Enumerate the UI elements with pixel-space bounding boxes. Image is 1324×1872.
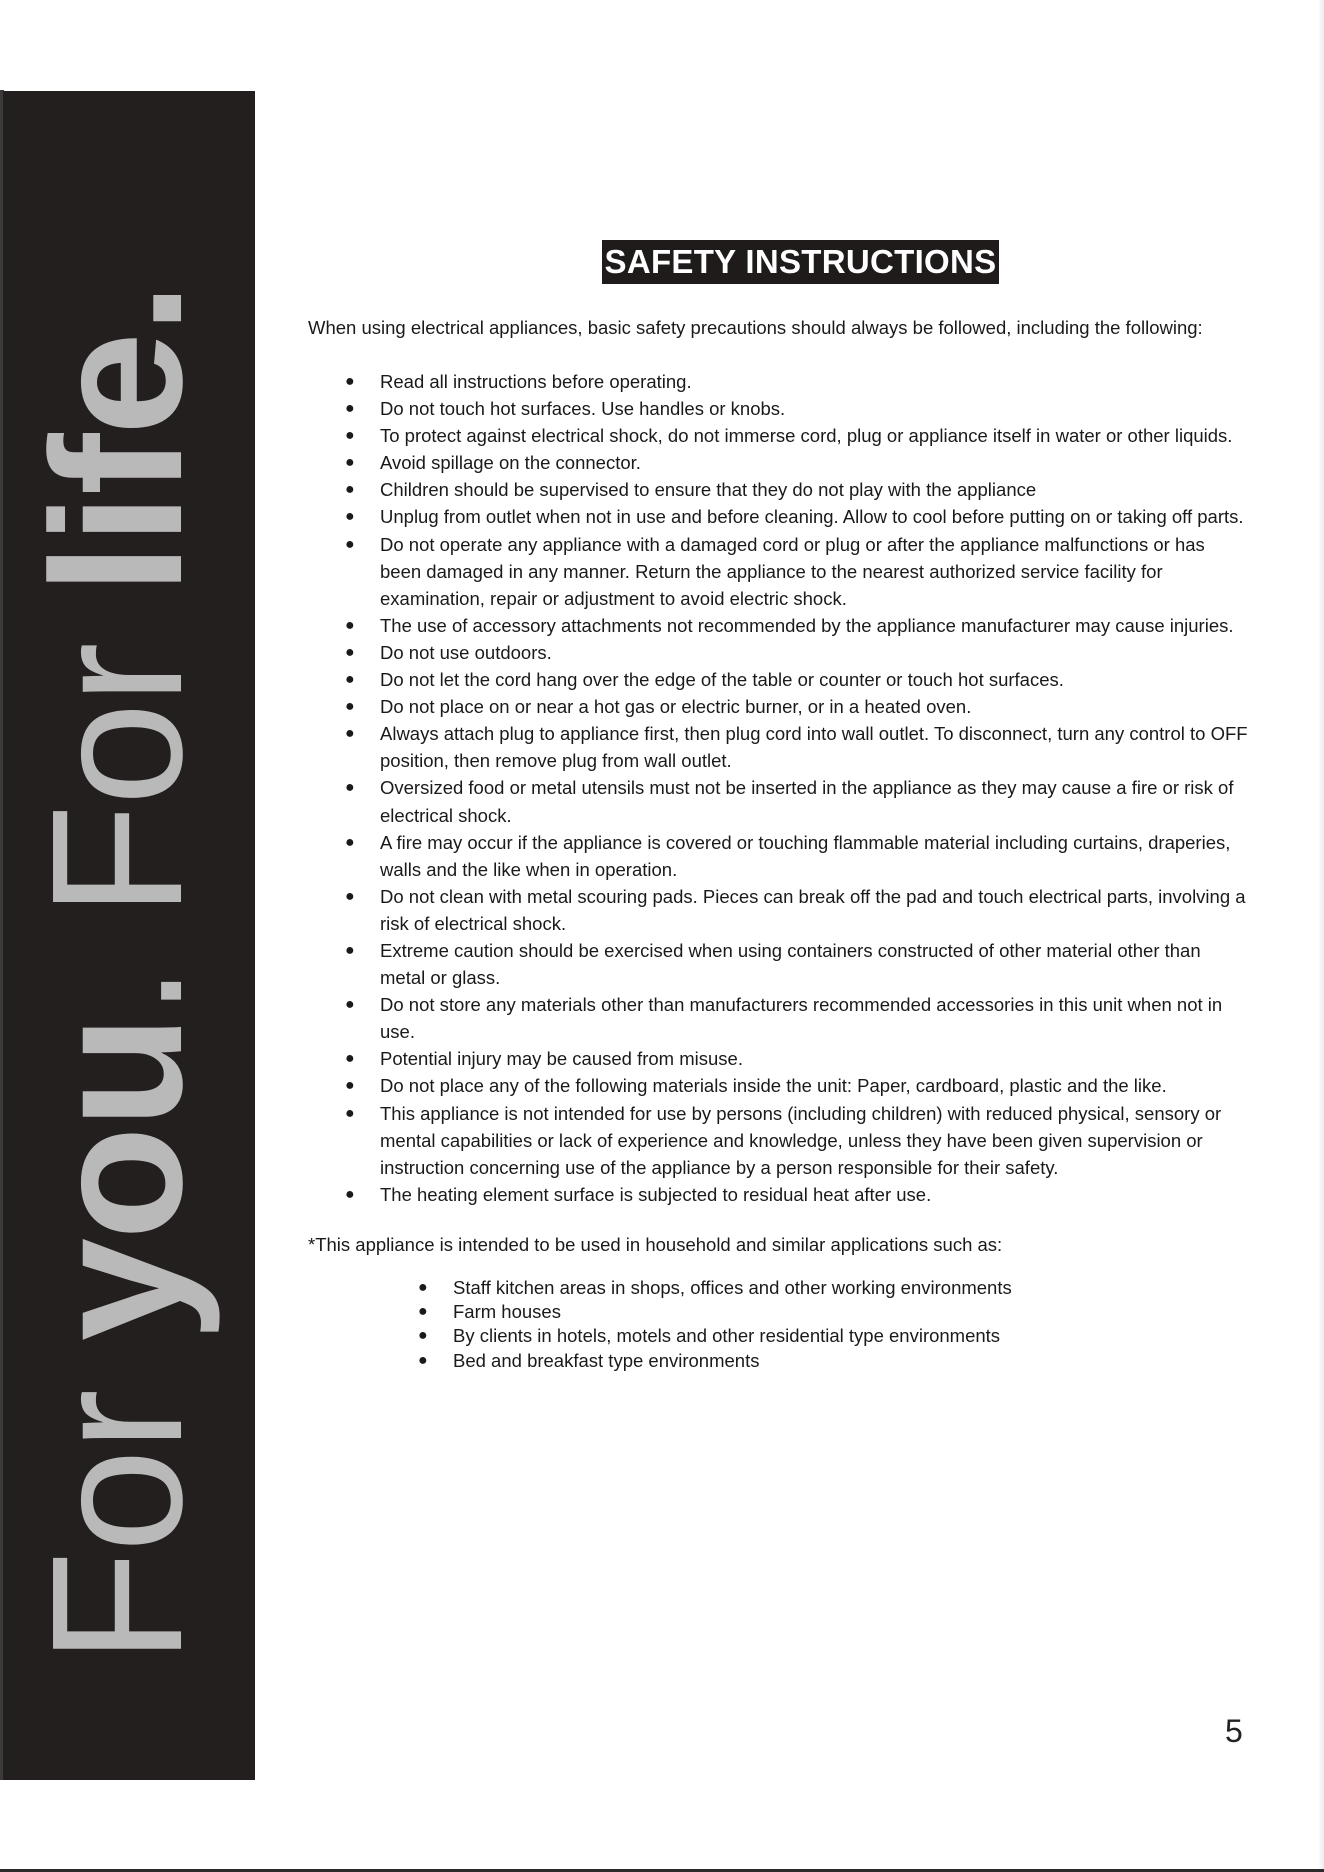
instruction-item [308,449,1248,476]
bullet-icon: ● [345,481,355,499]
page-right-edge [1318,0,1324,1872]
bullet-icon: ● [345,725,355,743]
tagline-you: you [14,1016,221,1342]
instruction-item-text: Do not place on or near a hot gas or electric burner, or in a heated oven. [380,696,972,718]
page-title: SAFETY INSTRUCTIONS [602,240,1000,284]
instruction-item-text: The use of accessory attachments not recommended by the appliance manufacturer may cause injuries. [380,614,1234,636]
instruction-item-text: This appliance is not intended for use by persons (including children) with reduced physical, sensory or mental capabilities or lack of experience and knowledge, unless they have been given supervision or instruction concerning use of the appliance by a person responsible for their safety. [380,1102,1222,1178]
application-item-text: Farm houses [453,1301,561,1323]
instruction-item-text: Potential injury may be caused from misuse. [380,1048,743,1070]
instruction-item [308,1181,1248,1208]
tagline-final-dot: . [14,284,221,334]
application-item-text: Staff kitchen areas in shops, offices and other working environments [453,1276,1012,1298]
title-wrapper [308,240,1293,284]
instruction-item [308,395,1248,422]
instruction-item-text: Unplug from outlet when not in use and before cleaning. Allow to cool before putting on or taking off parts. [380,506,1244,528]
bullet-icon: ● [345,833,355,851]
instruction-item [308,774,1248,828]
instruction-item [308,1072,1248,1099]
instruction-item [308,1100,1248,1181]
bullet-icon: ● [418,1303,428,1321]
bullet-icon: ● [345,941,355,959]
bullet-icon: ● [418,1278,428,1296]
bullet-icon: ● [345,616,355,634]
instruction-item-text: The heating element surface is subjected to residual heat after use. [380,1183,932,1205]
instruction-item-text: Read all instructions before operating. [380,371,692,392]
instruction-item-text: Do not touch hot surfaces. Use handles or knobs. [380,398,786,420]
application-item [308,1276,1248,1300]
tagline-for: For [14,1341,221,1664]
instruction-item-text: Children should be supervised to ensure that they do not play with the appliance [380,479,1037,501]
safety-instructions-list [308,368,1248,1208]
instruction-item-text: Do not operate any appliance with a damaged cord or plug or after the appliance malfunctions or has been damaged in any manner. Return the appliance to the nearest authorized service facility for examination, repair or adjustment to avoid electric shock. [380,533,1205,609]
instruction-item [308,503,1248,530]
instruction-item [308,531,1248,612]
household-footnote: *This appliance is intended to be used in household and similar applications such as: [308,1233,1003,1255]
brand-sidebar [3,91,255,1780]
brand-tagline [3,244,244,1664]
bullet-icon: ● [345,643,355,661]
application-item [308,1300,1248,1324]
bullet-icon: ● [345,1077,355,1095]
instruction-item [308,422,1248,449]
bullet-icon: ● [345,887,355,905]
instruction-item [308,1045,1248,1072]
instruction-item-text: Do not use outdoors. [380,641,552,663]
instruction-item [308,991,1248,1045]
tagline-life: life [14,333,221,595]
bullet-icon: ● [345,996,355,1014]
main-content [308,240,1248,1373]
bullet-icon: ● [345,373,355,390]
application-item [308,1349,1248,1373]
bullet-icon: ● [345,698,355,716]
instruction-item [308,368,1248,395]
instruction-item [308,720,1248,774]
bullet-icon: ● [345,535,355,553]
instruction-item-text: Always attach plug to appliance first, then plug cord into wall outlet. To disconnect, turn any control to OFF position, then remove plug from wall outlet. [380,723,1248,772]
bullet-icon: ● [345,1050,355,1068]
instruction-item-text: Do not store any materials other than manufacturers recommended accessories in this unit when not in use. [380,994,1223,1043]
application-item-text: Bed and breakfast type environments [453,1349,760,1371]
instruction-item [308,612,1248,639]
bullet-icon: ● [345,427,355,445]
instruction-item-text: Avoid spillage on the connector. [380,452,641,474]
bullet-icon: ● [345,508,355,526]
tagline-dot-for: . For [14,594,221,1017]
applications-list [308,1276,1248,1373]
bullet-icon: ● [345,671,355,689]
instruction-item-text: Do not place any of the following materials inside the unit: Paper, cardboard, plastic and the like. [380,1075,1167,1097]
instruction-item [308,693,1248,720]
bullet-icon: ● [345,1104,355,1122]
bullet-icon: ● [418,1327,428,1345]
instruction-item [308,829,1248,883]
instruction-item-text: To protect against electrical shock, do not immerse cord, plug or appliance itself in water or other liquids. [380,425,1233,447]
intro-paragraph: When using electrical appliances, basic safety precautions should always be followed, including the following: [308,317,1203,338]
bullet-icon: ● [345,1185,355,1203]
page-number: 5 [1225,1713,1243,1749]
application-item-text: By clients in hotels, motels and other residential type environments [453,1325,1001,1347]
bullet-icon: ● [345,400,355,418]
bullet-icon: ● [345,454,355,472]
instruction-item [308,476,1248,503]
instruction-item-text: A fire may occur if the appliance is covered or touching flammable material including curtains, draperies, walls and the like when in operation. [380,831,1231,880]
instruction-item-text: Extreme caution should be exercised when using containers constructed of other material other than metal or glass. [380,939,1201,989]
instruction-item [308,666,1248,693]
instruction-item-text: Do not let the cord hang over the edge of the table or counter or touch hot surfaces. [380,669,1064,691]
instruction-item [308,639,1248,666]
instruction-item [308,937,1248,991]
bullet-icon: ● [418,1351,428,1369]
bullet-icon: ● [345,779,355,797]
instruction-item-text: Oversized food or metal utensils must not be inserted in the appliance as they may cause a fire or risk of electrical shock. [380,777,1234,826]
instruction-item [308,883,1248,937]
instruction-item-text: Do not clean with metal scouring pads. Pieces can break off the pad and touch electrical parts, involving a risk of electrical shock. [380,885,1246,934]
application-item [308,1324,1248,1348]
